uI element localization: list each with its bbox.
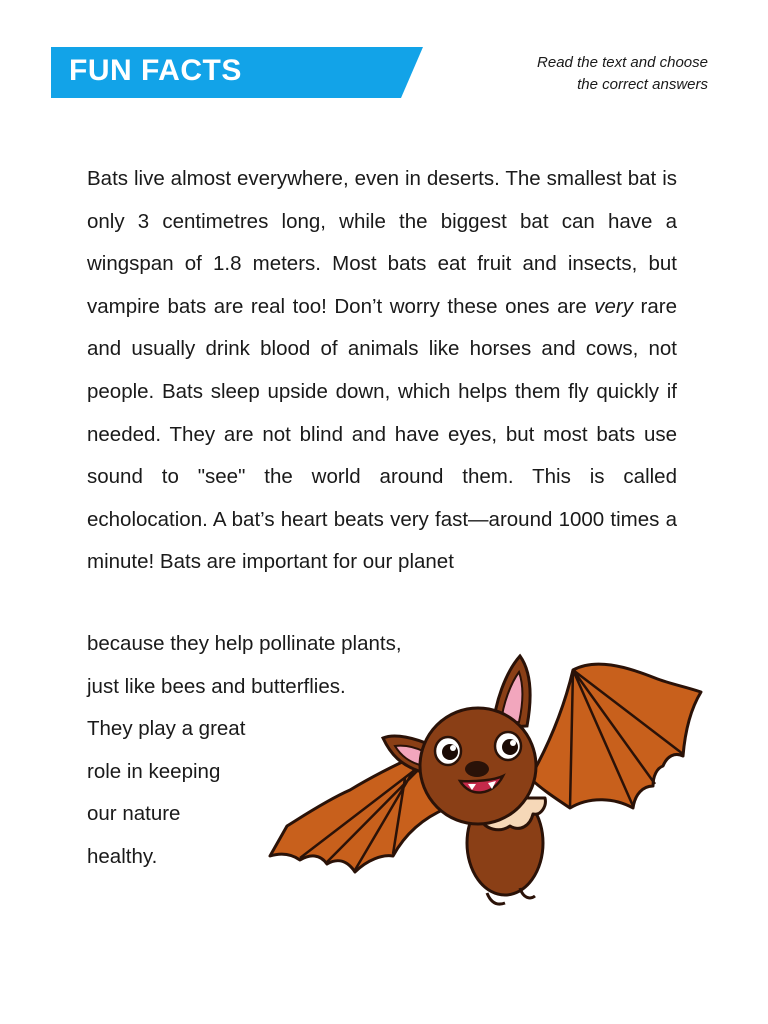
- fun-facts-banner: [51, 47, 423, 98]
- instructions: [448, 52, 708, 96]
- wrapped-line: healthy.: [87, 844, 158, 868]
- emphasis-very: very: [594, 294, 633, 318]
- wrapped-line: just like bees and butterflies.: [87, 674, 346, 698]
- instructions-line-1: Read the text and choose: [537, 54, 708, 71]
- page-title: FUN FACTS: [69, 54, 242, 87]
- wrapped-line: because they help pollinate plants,: [87, 632, 402, 655]
- article-paragraph: [87, 158, 677, 584]
- paragraph-part-1: Bats live almost everywhere, even in deserts. The smallest bat is only 3 centimetres long, while the biggest bat can have a wingspan of 1.8 meters. Most bats eat fruit and insects, but vampire bats are real too! Don’t worry these ones are: [87, 167, 677, 318]
- wrapped-line: our nature: [87, 802, 181, 826]
- wrapped-line: role in keeping: [87, 759, 221, 783]
- instructions-line-2: the correct answers: [577, 76, 708, 93]
- paragraph-part-2: rare and usually drink blood of animals like horses and cows, not people. Bats sleep upside down, which helps them fly quickly if needed. They are not blind and have eyes, but most bats use sound to "see" the world around them. This is called echolocation. A bat’s heart beats very fast—around 1000 times a minute! Bats are important for our planet: [87, 294, 677, 574]
- wrapped-line: They play a great: [87, 717, 246, 741]
- article-text: [87, 158, 677, 584]
- bat-illustration-icon: [265, 648, 705, 916]
- right-wing: [530, 664, 701, 808]
